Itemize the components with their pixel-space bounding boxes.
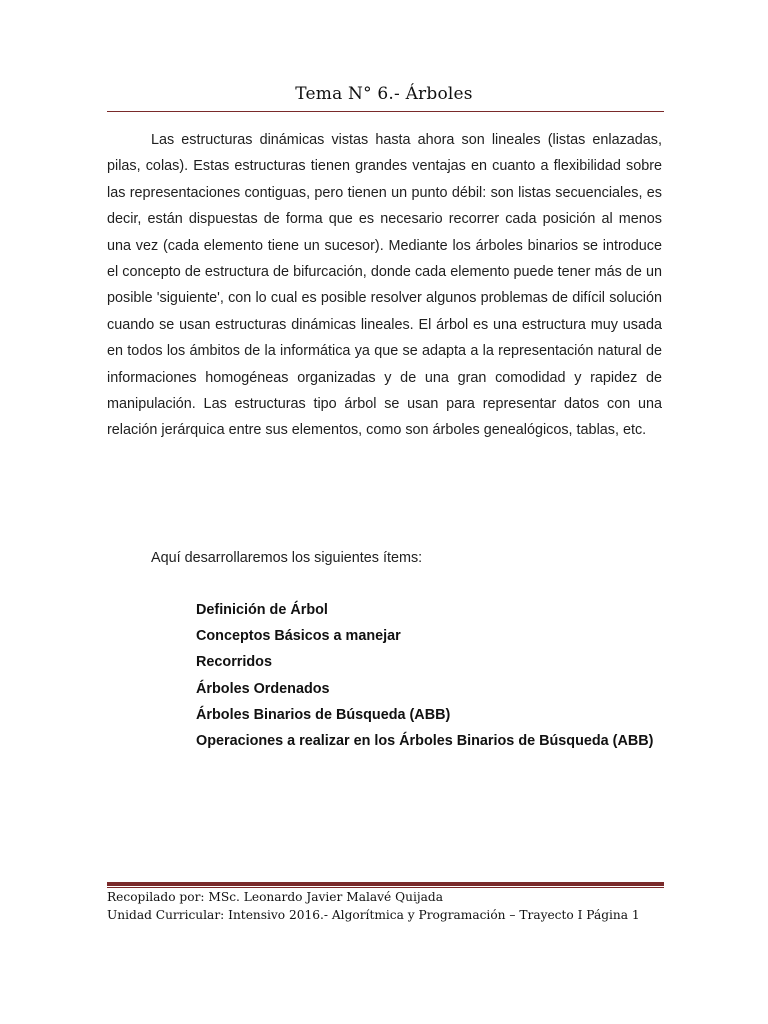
page-title: Tema N° 6.- Árboles [295, 84, 473, 104]
footer-divider-thick [107, 882, 664, 886]
topic-item: Operaciones a realizar en los Árboles Binarios de Búsqueda (ABB) [196, 733, 654, 750]
items-intro: Aquí desarrollaremos los siguientes ítems: [151, 550, 423, 566]
header-divider [107, 111, 664, 112]
topic-item: Definición de Árbol [196, 602, 328, 618]
topic-item: Conceptos Básicos a manejar [196, 628, 401, 645]
topic-item: Árboles Binarios de Búsqueda (ABB) [196, 706, 451, 723]
footer-course-page: Unidad Curricular: Intensivo 2016.- Algorítmica y Programación – Trayecto I Página 1 [107, 908, 640, 922]
topic-item: Recorridos [196, 654, 272, 671]
footer-divider-thin [107, 887, 664, 888]
topic-list [196, 597, 662, 754]
footer-author: Recopilado por: MSc. Leonardo Javier Malavé Quijada [107, 890, 443, 904]
body-paragraph: Las estructuras dinámicas vistas hasta ahora son lineales (listas enlazadas, pilas, colas). Estas estructuras tienen grandes ventajas en cuanto a flexibilidad sobre las representaciones contiguas, pero tienen un punto débil: son listas secuenciales, es decir, están dispuestas de forma que es necesario recorrer cada posición al menos una vez (cada elemento tiene un sucesor). Mediante los árboles binarios se introduce el concepto de estructura de bifurcación, donde cada elemento puede tener más de un posible 'siguiente', con lo cual es posible resolver algunos problemas de difícil solución cuando se usan estructuras dinámicas lineales. El árbol es una estructura muy usada en todos los ámbitos de la informática ya que se adapta a la representación natural de informaciones homogéneas organizadas y de una gran comodidad y rapidez de manipulación. Las estructuras tipo árbol se usan para representar datos con una relación jerárquica entre sus elementos, como son árboles genealógicos, tablas, etc. [107, 132, 662, 439]
topic-item: Árboles Ordenados [196, 680, 330, 697]
